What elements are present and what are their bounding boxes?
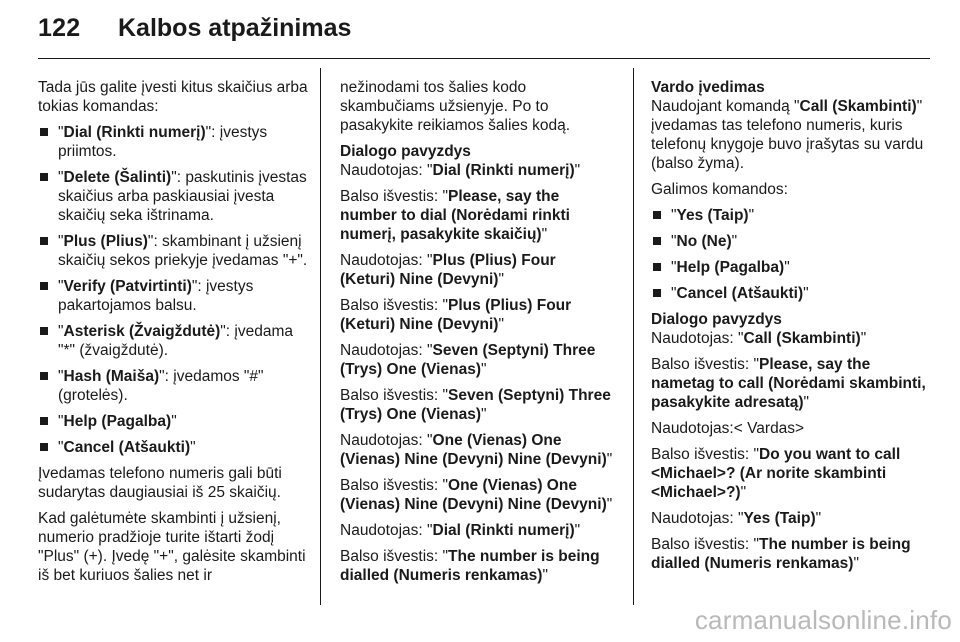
dialog-line: Balso išvestis: "Do you want to call <Michael>? (Ar norite skambinti <Michael>?)" (651, 446, 901, 501)
intro-text: Naudojant komandą " (651, 98, 800, 115)
header-divider (38, 58, 930, 59)
col1-paragraph-2: Kad galėtumėte skambinti į užsienį, numerio pradžioje turite ištarti žodį "Plus" (+). Įvedę "+", galėsite skambinti iš bet kuriuos šalies net ir (38, 510, 306, 584)
intro-text-rest: " įvedamas tas telefono numeris, kuris telefonų knygoje buvo įrašytas su vardu (balso žyma). (651, 98, 924, 172)
dialog-speaker: Balso išvestis: (340, 297, 443, 314)
column-divider-2 (633, 68, 634, 605)
dialog-speaker: Naudotojas: (340, 162, 428, 179)
command-name: Asterisk (Žvaigždutė) (63, 323, 221, 340)
command-name: Plus (Plius) (63, 233, 148, 250)
dialog-speaker: Naudotojas: (651, 420, 734, 437)
dialog-line: Naudotojas: "Dial (Rinkti numerį)" (340, 522, 581, 539)
dialog-line: Naudotojas: "Seven (Septyni) Three (Trys) One (Vienas)" (340, 342, 596, 378)
bullet-icon (653, 263, 661, 271)
dialog-line: Balso išvestis: "Please, say the nametag to call (Norėdami skambinti, pasakykite adresatą)" (651, 356, 926, 411)
command-name: Cancel (Atšaukti) (63, 439, 191, 456)
dialog-text: Dial (Rinkti numerį) (432, 162, 575, 179)
dialog-heading: Dialogo pavyzdys (651, 311, 782, 328)
dialog-text: Please, say the number to dial (Norėdami rinkti numerį, pasakykite skaičių) (340, 188, 570, 243)
dialog-text: One (Vienas) One (Vienas) Nine (Devyni) Nine (Devyni) (340, 432, 607, 468)
list-item: "Cancel (Atšaukti)" (651, 284, 933, 303)
dialog-speaker: Balso išvestis: (651, 536, 754, 553)
col1-intro: Tada jūs galite įvesti kitus skaičius arba tokias komandas: (38, 79, 308, 115)
bullet-icon (653, 289, 661, 297)
list-item: "No (Ne)" (651, 232, 933, 251)
dialog-speaker: Naudotojas: (340, 432, 428, 449)
dialog-speaker: Balso išvestis: (651, 356, 754, 373)
dialog-text: Plus (Plius) Four (Keturi) Nine (Devyni) (340, 297, 572, 333)
bullet-icon (40, 282, 48, 290)
dialog-text: Yes (Taip) (743, 510, 816, 527)
list-item: "Yes (Taip)" (651, 206, 933, 225)
dialog-speaker: Balso išvestis: (651, 446, 754, 463)
dialog-speaker: Naudotojas: (340, 342, 428, 359)
command-desc: : įvestys priimtos. (58, 124, 268, 160)
list-item: "Plus (Plius)": skambinant į užsienį skaičių sekos priekyje įvedamas "+". (38, 232, 310, 270)
command-desc: : įvestys pakartojamos balsu. (58, 278, 254, 314)
command-desc: : skambinant į užsienį skaičių sekos priekyje įvedamas "+". (58, 233, 308, 269)
column-3 (651, 78, 933, 580)
dialog-speaker: Naudotojas: (651, 510, 739, 527)
bullet-icon (653, 211, 661, 219)
dialog-line: Naudotojas: "Dial (Rinkti numerį)" (340, 162, 581, 179)
list-item: "Help (Pagalba)" (651, 258, 933, 277)
column-2 (340, 78, 615, 592)
list-item: "Delete (Šalinti)": paskutinis įvestas skaičius arba paskiausiai įvesta skaičių seka ištrinama. (38, 168, 310, 225)
col1-paragraph-1: Įvedamas telefono numeris gali būti sudarytas daugiausiai iš 25 skaičių. (38, 465, 282, 501)
dialog-speaker: Naudotojas: (651, 330, 739, 347)
col2-intro: nežinodami tos šalies kodo skambučiams užsienyje. Po to pasakykite reikiamos šalies kodą. (340, 79, 571, 134)
dialog-text: The number is being dialled (Numeris renkamas) (651, 536, 911, 572)
dialog-speaker: Naudotojas: (340, 522, 428, 539)
dialog-line: Balso išvestis: "Seven (Septyni) Three (Trys) One (Vienas)" (340, 387, 611, 423)
bullet-icon (653, 237, 661, 245)
dialog-text: Dial (Rinkti numerį) (432, 522, 575, 539)
bullet-icon (40, 128, 48, 136)
command-name: Dial (Rinkti numerį) (63, 124, 206, 141)
section-heading: Vardo įvedimas (651, 79, 765, 96)
dialog-line: Balso išvestis: "Please, say the number to dial (Norėdami rinkti numerį, pasakykite skaičių)" (340, 188, 570, 243)
dialog-line: Balso išvestis: "The number is being dialled (Numeris renkamas)" (651, 536, 911, 572)
dialog-text: < Vardas> (733, 420, 805, 437)
dialog-line: Balso išvestis: "The number is being dialled (Numeris renkamas)" (340, 548, 600, 584)
command-list (38, 123, 310, 457)
dialog-speaker: Naudotojas: (340, 252, 428, 269)
list-item: "Help (Pagalba)" (38, 412, 310, 431)
command-name: Help (Pagalba) (676, 259, 785, 276)
dialog-line: Balso išvestis: "Plus (Plius) Four (Keturi) Nine (Devyni)" (340, 297, 572, 333)
dialog-line (651, 419, 933, 438)
command-name: Help (Pagalba) (63, 413, 172, 430)
column-1 (38, 78, 310, 592)
list-item: "Dial (Rinkti numerį)": įvestys priimtos. (38, 123, 310, 161)
command-name: Cancel (Atšaukti) (676, 285, 804, 302)
commands-label: Galimos komandos: (651, 181, 788, 198)
dialog-speaker: Balso išvestis: (340, 548, 443, 565)
bullet-icon (40, 237, 48, 245)
dialog-heading: Dialogo pavyzdys (340, 143, 471, 160)
list-item: "Hash (Maiša)": įvedamos "#" (grotelės). (38, 367, 310, 405)
dialog-speaker: Balso išvestis: (340, 477, 443, 494)
command-name: Verify (Patvirtinti) (63, 278, 192, 295)
bullet-icon (40, 417, 48, 425)
list-item: "Verify (Patvirtinti)": įvestys pakartojamos balsu. (38, 277, 310, 315)
available-commands-list (651, 206, 933, 303)
bullet-icon (40, 327, 48, 335)
dialog-text: Seven (Septyni) Three (Trys) One (Vienas) (340, 387, 611, 423)
dialog-text: Plus (Plius) Four (Keturi) Nine (Devyni) (340, 252, 556, 288)
dialog-line: Naudotojas: "Yes (Taip)" (651, 510, 822, 527)
column-divider-1 (320, 68, 321, 605)
command-name: Yes (Taip) (676, 207, 749, 224)
command-desc: : įvedama "*" (žvaigždutė). (58, 323, 293, 359)
dialog-speaker: Balso išvestis: (340, 188, 443, 205)
dialog-text: Do you want to call <Michael>? (Ar norite skambinti <Michael>?) (651, 446, 901, 501)
dialog-text: One (Vienas) One (Vienas) Nine (Devyni) Nine (Devyni) (340, 477, 607, 513)
dialog-text: Please, say the nametag to call (Norėdami skambinti, pasakykite adresatą) (651, 356, 926, 411)
dialog-text: The number is being dialled (Numeris renkamas) (340, 548, 600, 584)
bullet-icon (40, 372, 48, 380)
bullet-icon (40, 173, 48, 181)
bullet-icon (40, 443, 48, 451)
dialog-line: Balso išvestis: "One (Vienas) One (Vienas) Nine (Devyni) Nine (Devyni)" (340, 477, 613, 513)
list-item: "Asterisk (Žvaigždutė)": įvedama "*" (žvaigždutė). (38, 322, 310, 360)
dialog-line: Naudotojas: "One (Vienas) One (Vienas) Nine (Devyni) Nine (Devyni)" (340, 432, 613, 468)
page-number: 122 (38, 14, 81, 42)
command-name: Delete (Šalinti) (63, 169, 172, 186)
dialog-line: Naudotojas: "Call (Skambinti)" (651, 330, 867, 347)
command-desc: : paskutinis įvestas skaičius arba paskiausiai įvesta skaičių seka ištrinama. (58, 169, 307, 224)
command-desc: : įvedamos "#" (grotelės). (58, 368, 264, 404)
watermark: carmanualsonline.info (694, 605, 952, 635)
dialog-text: Call (Skambinti) (743, 330, 861, 347)
command-name: Hash (Maiša) (63, 368, 160, 385)
dialog-line: Naudotojas: "Plus (Plius) Four (Keturi) Nine (Devyni)" (340, 252, 556, 288)
command-name: No (Ne) (676, 233, 732, 250)
dialog-text: Seven (Septyni) Three (Trys) One (Vienas) (340, 342, 596, 378)
dialog-speaker: Balso išvestis: (340, 387, 443, 404)
col3-intro (651, 97, 933, 173)
chapter-title: Kalbos atpažinimas (118, 14, 352, 42)
list-item: "Cancel (Atšaukti)" (38, 438, 310, 457)
intro-command: Call (Skambinti) (799, 98, 917, 115)
